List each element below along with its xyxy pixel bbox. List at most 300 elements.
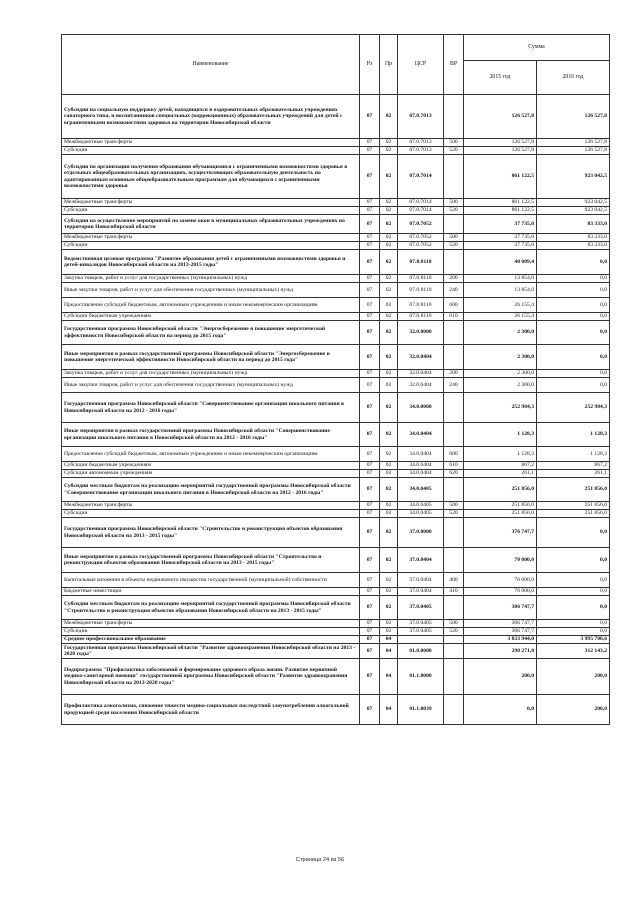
cell-csr: 32.0.0404 bbox=[398, 370, 444, 378]
table-row bbox=[62, 695, 610, 725]
cell-name: Бюджетные инвестиции bbox=[62, 588, 360, 596]
cell-sum-2016: 251 856,0 bbox=[537, 478, 610, 502]
cell-name: Иные закупки товаров, работ и услуг для обеспечения государственных (муниципальных) нужд bbox=[62, 378, 360, 393]
table-row bbox=[62, 636, 610, 644]
cell-sum-2015: 306 747,7 bbox=[464, 596, 537, 620]
cell-name: Межбюджетные трансферты bbox=[62, 502, 360, 510]
cell-name: Иные мероприятия в рамках государственной программы Новосибирской области "Энергосбережение и повышение энергетической эффективности Новосибирской области на период до 2015 года" bbox=[62, 345, 360, 370]
cell-vr bbox=[444, 423, 464, 447]
cell-name: Закупка товаров, работ и услуг для государственных (муниципальных) нужд bbox=[62, 370, 360, 378]
cell-sum-2016: 251 856,0 bbox=[537, 510, 610, 518]
table-row bbox=[62, 628, 610, 636]
table-row bbox=[62, 275, 610, 283]
cell-pr: 02 bbox=[380, 242, 398, 250]
cell-csr: 07.0.7013 bbox=[398, 139, 444, 147]
cell-sum-2015: 261,1 bbox=[464, 470, 537, 478]
cell-csr: 07.0.7052 bbox=[398, 242, 444, 250]
cell-name: Предоставление субсидий бюджетным, автономным учреждениям и иным некоммерческим организациям bbox=[62, 298, 360, 313]
cell-csr: 07.0.7014 bbox=[398, 207, 444, 215]
cell-rz: 07 bbox=[360, 298, 380, 313]
cell-rz: 07 bbox=[360, 478, 380, 502]
cell-pr: 02 bbox=[380, 283, 398, 298]
cell-sum-2016: 0,0 bbox=[537, 628, 610, 636]
cell-sum-2016: 126 527,8 bbox=[537, 95, 610, 139]
table-row bbox=[62, 659, 610, 695]
cell-sum-2016: 0,0 bbox=[537, 275, 610, 283]
cell-name: Подпрограмма "Профилактика заболеваний и формирование здорового образа жизни. Развитие первичной медико-санитарной помощи" государственной программы Новосибирской области "Развитие здравоохранения Новосибирской области на 2013-2020 годы" bbox=[62, 659, 360, 695]
cell-vr bbox=[444, 548, 464, 573]
cell-pr: 02 bbox=[380, 95, 398, 139]
cell-vr: 520 bbox=[444, 628, 464, 636]
cell-csr: 37.0.0405 bbox=[398, 620, 444, 628]
cell-csr: 07.0.7014 bbox=[398, 199, 444, 207]
cell-sum-2015: 252 984,3 bbox=[464, 393, 537, 423]
cell-sum-2016: 0,0 bbox=[537, 370, 610, 378]
cell-rz: 07 bbox=[360, 636, 380, 644]
cell-sum-2015: 70 000,0 bbox=[464, 548, 537, 573]
cell-name: Субсидии bbox=[62, 207, 360, 215]
cell-sum-2016: 1 128,3 bbox=[537, 423, 610, 447]
cell-pr: 02 bbox=[380, 378, 398, 393]
cell-sum-2016: 0,0 bbox=[537, 620, 610, 628]
cell-rz: 07 bbox=[360, 628, 380, 636]
cell-name: Иные закупки товаров, работ и услуг для обеспечения государственных (муниципальных) нужд bbox=[62, 283, 360, 298]
page-number: Страница 24 из 56 bbox=[295, 857, 345, 863]
header-year-2015: 2015 год bbox=[464, 61, 537, 95]
cell-pr: 02 bbox=[380, 313, 398, 321]
cell-vr: 500 bbox=[444, 139, 464, 147]
cell-sum-2016: 0,0 bbox=[537, 283, 610, 298]
cell-vr bbox=[444, 155, 464, 199]
cell-pr: 02 bbox=[380, 502, 398, 510]
cell-name: Профилактика алкоголизма, снижение тяжести медико-социальных последствий злоупотребления алкогольной продукцией среди населения Новосибирской области bbox=[62, 695, 360, 725]
cell-vr: 520 bbox=[444, 207, 464, 215]
cell-name: Субсидии местным бюджетам на реализацию мероприятий государственной программы Новосибирской области "Совершенствование организации школьного питания в Новосибирской области на 2012 - 2016 годы" bbox=[62, 478, 360, 502]
cell-rz: 07 bbox=[360, 321, 380, 345]
cell-rz: 07 bbox=[360, 447, 380, 462]
cell-vr bbox=[444, 596, 464, 620]
cell-sum-2016: 0,0 bbox=[537, 378, 610, 393]
cell-csr: 01.0.0000 bbox=[398, 644, 444, 659]
cell-sum-2016: 126 527,8 bbox=[537, 147, 610, 155]
table-row bbox=[62, 370, 610, 378]
cell-pr: 02 bbox=[380, 199, 398, 207]
cell-name: Межбюджетные трансферты bbox=[62, 234, 360, 242]
table-row bbox=[62, 620, 610, 628]
cell-name: Государственная программа Новосибирской области "Совершенствование организации школьного питания в Новосибирской области на 2012 - 2016 годы" bbox=[62, 393, 360, 423]
cell-sum-2015: 861 122,5 bbox=[464, 155, 537, 199]
cell-sum-2016: 0,0 bbox=[537, 321, 610, 345]
table-row bbox=[62, 470, 610, 478]
cell-vr: 240 bbox=[444, 378, 464, 393]
cell-pr: 02 bbox=[380, 628, 398, 636]
cell-csr: 32.0.0000 bbox=[398, 321, 444, 345]
cell-sum-2015: 200,0 bbox=[464, 659, 537, 695]
cell-name: Субсидии на осуществление мероприятий по замене окон в муниципальных образовательных учреждениях на территории Новосибирской области bbox=[62, 215, 360, 234]
cell-vr bbox=[444, 321, 464, 345]
cell-vr: 520 bbox=[444, 510, 464, 518]
header-name: Наименование bbox=[62, 35, 360, 95]
table-row bbox=[62, 478, 610, 502]
cell-rz: 07 bbox=[360, 147, 380, 155]
cell-sum-2015: 0,0 bbox=[464, 695, 537, 725]
cell-sum-2016: 0,0 bbox=[537, 548, 610, 573]
cell-name: Субсидии bbox=[62, 147, 360, 155]
cell-sum-2015: 26 155,4 bbox=[464, 313, 537, 321]
cell-sum-2015: 70 000,0 bbox=[464, 573, 537, 588]
cell-sum-2016: 312 143,2 bbox=[537, 644, 610, 659]
table-row bbox=[62, 345, 610, 370]
cell-csr: 37.0.0404 bbox=[398, 573, 444, 588]
cell-sum-2015: 861 122,5 bbox=[464, 199, 537, 207]
cell-name: Межбюджетные трансферты bbox=[62, 199, 360, 207]
cell-csr: 34.0.0404 bbox=[398, 470, 444, 478]
cell-csr: 34.0.0405 bbox=[398, 502, 444, 510]
cell-vr: 400 bbox=[444, 573, 464, 588]
cell-sum-2015: 2 300,0 bbox=[464, 321, 537, 345]
cell-csr: 07.0.7052 bbox=[398, 215, 444, 234]
cell-pr: 04 bbox=[380, 659, 398, 695]
header-pr: Пр bbox=[380, 35, 398, 95]
cell-csr bbox=[398, 636, 444, 644]
cell-rz: 07 bbox=[360, 423, 380, 447]
cell-pr: 02 bbox=[380, 298, 398, 313]
cell-sum-2015: 251 856,0 bbox=[464, 502, 537, 510]
cell-pr: 02 bbox=[380, 321, 398, 345]
cell-pr: 02 bbox=[380, 345, 398, 370]
table-row bbox=[62, 215, 610, 234]
table-row bbox=[62, 596, 610, 620]
cell-pr: 02 bbox=[380, 596, 398, 620]
cell-csr: 32.0.0404 bbox=[398, 345, 444, 370]
cell-sum-2015: 2 300,0 bbox=[464, 345, 537, 370]
cell-sum-2016: 3 995 708,6 bbox=[537, 636, 610, 644]
cell-sum-2015: 306 747,7 bbox=[464, 620, 537, 628]
cell-vr: 620 bbox=[444, 470, 464, 478]
header-sum: Сумма bbox=[464, 35, 610, 61]
cell-rz: 07 bbox=[360, 548, 380, 573]
table-row bbox=[62, 250, 610, 275]
cell-name: Субсидии бюджетным учреждениям bbox=[62, 313, 360, 321]
table-row bbox=[62, 155, 610, 199]
cell-sum-2016: 83 333,0 bbox=[537, 215, 610, 234]
cell-sum-2015: 37 735,0 bbox=[464, 234, 537, 242]
cell-pr: 02 bbox=[380, 518, 398, 548]
cell-csr: 37.0.0405 bbox=[398, 596, 444, 620]
budget-table bbox=[61, 34, 610, 725]
cell-sum-2016: 83 333,0 bbox=[537, 242, 610, 250]
table-row bbox=[62, 147, 610, 155]
cell-sum-2015: 126 527,8 bbox=[464, 147, 537, 155]
cell-csr: 07.0.8110 bbox=[398, 313, 444, 321]
cell-rz: 07 bbox=[360, 234, 380, 242]
cell-name: Иные мероприятия в рамках государственной программы Новосибирской области "Строительство и реконструкция объектов образования Новосибирской области на 2013 - 2015 годы" bbox=[62, 548, 360, 573]
cell-sum-2016: 252 984,3 bbox=[537, 393, 610, 423]
cell-pr: 02 bbox=[380, 275, 398, 283]
cell-csr: 34.0.0404 bbox=[398, 447, 444, 462]
cell-sum-2016: 923 042,5 bbox=[537, 199, 610, 207]
cell-pr: 04 bbox=[380, 695, 398, 725]
cell-vr: 610 bbox=[444, 313, 464, 321]
table-row bbox=[62, 462, 610, 470]
cell-csr: 07.0.8110 bbox=[398, 283, 444, 298]
cell-pr: 04 bbox=[380, 644, 398, 659]
cell-csr: 37.0.0404 bbox=[398, 588, 444, 596]
cell-sum-2015: 2 300,0 bbox=[464, 378, 537, 393]
cell-rz: 07 bbox=[360, 313, 380, 321]
cell-vr: 410 bbox=[444, 588, 464, 596]
table-row bbox=[62, 234, 610, 242]
cell-sum-2015: 1 128,3 bbox=[464, 447, 537, 462]
cell-rz: 07 bbox=[360, 518, 380, 548]
table-row bbox=[62, 298, 610, 313]
cell-sum-2015: 861 122,5 bbox=[464, 207, 537, 215]
cell-rz: 07 bbox=[360, 155, 380, 199]
cell-pr: 02 bbox=[380, 139, 398, 147]
cell-sum-2015: 1 128,3 bbox=[464, 423, 537, 447]
cell-rz: 07 bbox=[360, 588, 380, 596]
cell-rz: 07 bbox=[360, 207, 380, 215]
cell-name: Иные мероприятия в рамках государственной программы Новосибирской области "Совершенствование организации школьного питания в Новосибирской области на 2012 - 2016 годы" bbox=[62, 423, 360, 447]
cell-rz: 07 bbox=[360, 659, 380, 695]
cell-csr: 07.0.7013 bbox=[398, 147, 444, 155]
cell-vr: 200 bbox=[444, 370, 464, 378]
cell-vr bbox=[444, 478, 464, 502]
cell-name: Государственная программа Новосибирской области "Развитие здравоохранения Новосибирской области на 2013 - 2020 годы" bbox=[62, 644, 360, 659]
table-row bbox=[62, 139, 610, 147]
table-header bbox=[62, 35, 610, 95]
table-row bbox=[62, 447, 610, 462]
cell-name: Предоставление субсидий бюджетным, автономным учреждениям и иным некоммерческим организациям bbox=[62, 447, 360, 462]
table-body bbox=[62, 95, 610, 725]
cell-rz: 07 bbox=[360, 345, 380, 370]
cell-pr: 02 bbox=[380, 155, 398, 199]
cell-sum-2016: 0,0 bbox=[537, 588, 610, 596]
cell-vr: 600 bbox=[444, 298, 464, 313]
cell-rz: 07 bbox=[360, 370, 380, 378]
cell-sum-2016: 0,0 bbox=[537, 518, 610, 548]
cell-pr: 02 bbox=[380, 573, 398, 588]
cell-pr: 02 bbox=[380, 393, 398, 423]
cell-name: Субсидии местным бюджетам на реализацию мероприятий государственной программы Новосибирской области "Строительство и реконструкция объектов образования Новосибирской области на 2013 - 2015 годы" bbox=[62, 596, 360, 620]
cell-sum-2015: 126 527,8 bbox=[464, 95, 537, 139]
cell-csr: 07.0.7013 bbox=[398, 95, 444, 139]
table-row bbox=[62, 321, 610, 345]
cell-sum-2016: 867,2 bbox=[537, 462, 610, 470]
table-row bbox=[62, 95, 610, 139]
cell-vr: 500 bbox=[444, 199, 464, 207]
cell-pr: 02 bbox=[380, 588, 398, 596]
cell-name: Капитальные вложения в объекты недвижимого имущества государственной (муниципальной) собственности bbox=[62, 573, 360, 588]
cell-pr: 02 bbox=[380, 447, 398, 462]
cell-pr: 02 bbox=[380, 470, 398, 478]
cell-vr: 600 bbox=[444, 447, 464, 462]
cell-sum-2016: 261,1 bbox=[537, 470, 610, 478]
header-rz: Рз bbox=[360, 35, 380, 95]
cell-csr: 01.1.0039 bbox=[398, 695, 444, 725]
cell-pr: 02 bbox=[380, 215, 398, 234]
cell-vr: 520 bbox=[444, 242, 464, 250]
cell-vr bbox=[444, 695, 464, 725]
cell-vr: 500 bbox=[444, 620, 464, 628]
cell-sum-2016: 251 856,0 bbox=[537, 502, 610, 510]
table-row bbox=[62, 207, 610, 215]
table-row bbox=[62, 313, 610, 321]
table-row bbox=[62, 393, 610, 423]
cell-sum-2016: 126 527,8 bbox=[537, 139, 610, 147]
cell-csr: 07.0.8110 bbox=[398, 250, 444, 275]
cell-pr: 02 bbox=[380, 510, 398, 518]
cell-rz: 07 bbox=[360, 695, 380, 725]
cell-vr: 610 bbox=[444, 462, 464, 470]
cell-sum-2016: 0,0 bbox=[537, 313, 610, 321]
cell-rz: 07 bbox=[360, 378, 380, 393]
table-row bbox=[62, 518, 610, 548]
table-row bbox=[62, 242, 610, 250]
cell-vr: 240 bbox=[444, 283, 464, 298]
table-row bbox=[62, 283, 610, 298]
table-row bbox=[62, 199, 610, 207]
cell-pr: 02 bbox=[380, 620, 398, 628]
cell-name: Субсидии bbox=[62, 242, 360, 250]
cell-rz: 07 bbox=[360, 620, 380, 628]
cell-sum-2015: 126 527,8 bbox=[464, 139, 537, 147]
cell-vr bbox=[444, 518, 464, 548]
cell-sum-2015: 3 833 944,0 bbox=[464, 636, 537, 644]
cell-pr: 04 bbox=[380, 636, 398, 644]
cell-rz: 07 bbox=[360, 510, 380, 518]
cell-csr: 34.0.0404 bbox=[398, 462, 444, 470]
header-vr: ВР bbox=[444, 35, 464, 95]
cell-rz: 07 bbox=[360, 283, 380, 298]
table-row bbox=[62, 548, 610, 573]
cell-name: Государственная программа Новосибирской области "Энергосбережение и повышение энергетической эффективности Новосибирской области на период до 2015 года" bbox=[62, 321, 360, 345]
cell-sum-2016: 1 128,3 bbox=[537, 447, 610, 462]
cell-csr: 37.0.0000 bbox=[398, 518, 444, 548]
cell-sum-2015: 867,2 bbox=[464, 462, 537, 470]
cell-name: Закупка товаров, работ и услуг для государственных (муниципальных) нужд bbox=[62, 275, 360, 283]
cell-pr: 02 bbox=[380, 370, 398, 378]
header-csr: ЦСР bbox=[398, 35, 444, 95]
cell-vr bbox=[444, 95, 464, 139]
cell-sum-2015: 298 271,8 bbox=[464, 644, 537, 659]
cell-rz: 07 bbox=[360, 215, 380, 234]
cell-rz: 07 bbox=[360, 502, 380, 510]
cell-sum-2016: 0,0 bbox=[537, 345, 610, 370]
cell-rz: 07 bbox=[360, 393, 380, 423]
cell-pr: 02 bbox=[380, 462, 398, 470]
cell-sum-2016: 923 042,5 bbox=[537, 155, 610, 199]
cell-sum-2015: 40 009,4 bbox=[464, 250, 537, 275]
cell-pr: 02 bbox=[380, 147, 398, 155]
cell-pr: 02 bbox=[380, 478, 398, 502]
cell-vr: 500 bbox=[444, 234, 464, 242]
cell-sum-2015: 26 155,4 bbox=[464, 298, 537, 313]
cell-rz: 07 bbox=[360, 250, 380, 275]
cell-name: Среднее профессиональное образование bbox=[62, 636, 360, 644]
cell-sum-2015: 37 735,0 bbox=[464, 215, 537, 234]
cell-csr: 07.0.7014 bbox=[398, 155, 444, 199]
cell-pr: 02 bbox=[380, 207, 398, 215]
cell-sum-2016: 0,0 bbox=[537, 596, 610, 620]
cell-sum-2016: 200,0 bbox=[537, 695, 610, 725]
cell-pr: 02 bbox=[380, 548, 398, 573]
cell-csr: 07.0.7052 bbox=[398, 234, 444, 242]
cell-sum-2015: 2 300,0 bbox=[464, 370, 537, 378]
cell-rz: 07 bbox=[360, 199, 380, 207]
header-year-2016: 2016 год bbox=[537, 61, 610, 95]
cell-name: Субсидии автономным учреждениям bbox=[62, 470, 360, 478]
cell-csr: 37.0.0404 bbox=[398, 548, 444, 573]
table-row bbox=[62, 573, 610, 588]
table-row bbox=[62, 644, 610, 659]
cell-csr: 32.0.0404 bbox=[398, 378, 444, 393]
cell-sum-2015: 13 854,0 bbox=[464, 275, 537, 283]
cell-rz: 07 bbox=[360, 596, 380, 620]
cell-name: Государственная программа Новосибирской области "Строительство и реконструкция объектов образования Новосибирской области на 2013 - 2015 годы" bbox=[62, 518, 360, 548]
cell-vr bbox=[444, 636, 464, 644]
cell-csr: 37.0.0405 bbox=[398, 628, 444, 636]
cell-csr: 34.0.0404 bbox=[398, 423, 444, 447]
cell-csr: 34.0.0000 bbox=[398, 393, 444, 423]
cell-csr: 01.1.0000 bbox=[398, 659, 444, 695]
cell-rz: 07 bbox=[360, 470, 380, 478]
cell-rz: 07 bbox=[360, 242, 380, 250]
cell-pr: 02 bbox=[380, 234, 398, 242]
cell-name: Субсидии по организации получения образования обучающимися с ограниченными возможностями здоровья в отдельных общеобразовательных организациях, осуществляющих образовательную деятельность по адаптированным основным общеобразовательным программам для обучающихся с ограниченными возможностями здоровья bbox=[62, 155, 360, 199]
cell-vr: 200 bbox=[444, 275, 464, 283]
cell-sum-2016: 200,0 bbox=[537, 659, 610, 695]
table-row bbox=[62, 502, 610, 510]
cell-rz: 07 bbox=[360, 573, 380, 588]
cell-sum-2015: 251 856,0 bbox=[464, 478, 537, 502]
cell-sum-2016: 0,0 bbox=[537, 298, 610, 313]
cell-name: Субсидии на социальную поддержку детей, находящихся в оздоровительных образовательных учреждениях санаторного типа, и воспитанников специальных (коррекционных) образовательных учреждений для детей с ограниченными возможностями здоровья на территории Новосибирской области bbox=[62, 95, 360, 139]
cell-vr: 520 bbox=[444, 147, 464, 155]
table-row bbox=[62, 423, 610, 447]
cell-name: Межбюджетные трансферты bbox=[62, 620, 360, 628]
cell-name: Субсидии bbox=[62, 628, 360, 636]
cell-pr: 02 bbox=[380, 250, 398, 275]
cell-sum-2015: 251 856,0 bbox=[464, 510, 537, 518]
cell-sum-2016: 83 333,0 bbox=[537, 234, 610, 242]
cell-sum-2015: 70 000,0 bbox=[464, 588, 537, 596]
cell-vr: 500 bbox=[444, 502, 464, 510]
cell-rz: 07 bbox=[360, 275, 380, 283]
table-row bbox=[62, 510, 610, 518]
cell-vr bbox=[444, 659, 464, 695]
cell-csr: 34.0.0405 bbox=[398, 510, 444, 518]
cell-csr: 34.0.0405 bbox=[398, 478, 444, 502]
cell-sum-2015: 37 735,0 bbox=[464, 242, 537, 250]
cell-csr: 07.0.8110 bbox=[398, 275, 444, 283]
cell-rz: 07 bbox=[360, 139, 380, 147]
cell-rz: 07 bbox=[360, 95, 380, 139]
cell-name: Ведомственная целевая программа "Развитие образования детей с ограниченными возможностями здоровья и детей-инвалидов Новосибирской области на 2013-2015 годы" bbox=[62, 250, 360, 275]
cell-name: Субсидии bbox=[62, 510, 360, 518]
cell-sum-2015: 13 854,0 bbox=[464, 283, 537, 298]
cell-csr: 07.0.8110 bbox=[398, 298, 444, 313]
cell-name: Межбюджетные трансферты bbox=[62, 139, 360, 147]
cell-name: Субсидии бюджетным учреждениям bbox=[62, 462, 360, 470]
cell-sum-2016: 0,0 bbox=[537, 573, 610, 588]
cell-sum-2015: 306 747,7 bbox=[464, 628, 537, 636]
cell-sum-2015: 376 747,7 bbox=[464, 518, 537, 548]
cell-vr bbox=[444, 250, 464, 275]
cell-vr bbox=[444, 215, 464, 234]
cell-sum-2016: 923 042,5 bbox=[537, 207, 610, 215]
cell-vr bbox=[444, 345, 464, 370]
